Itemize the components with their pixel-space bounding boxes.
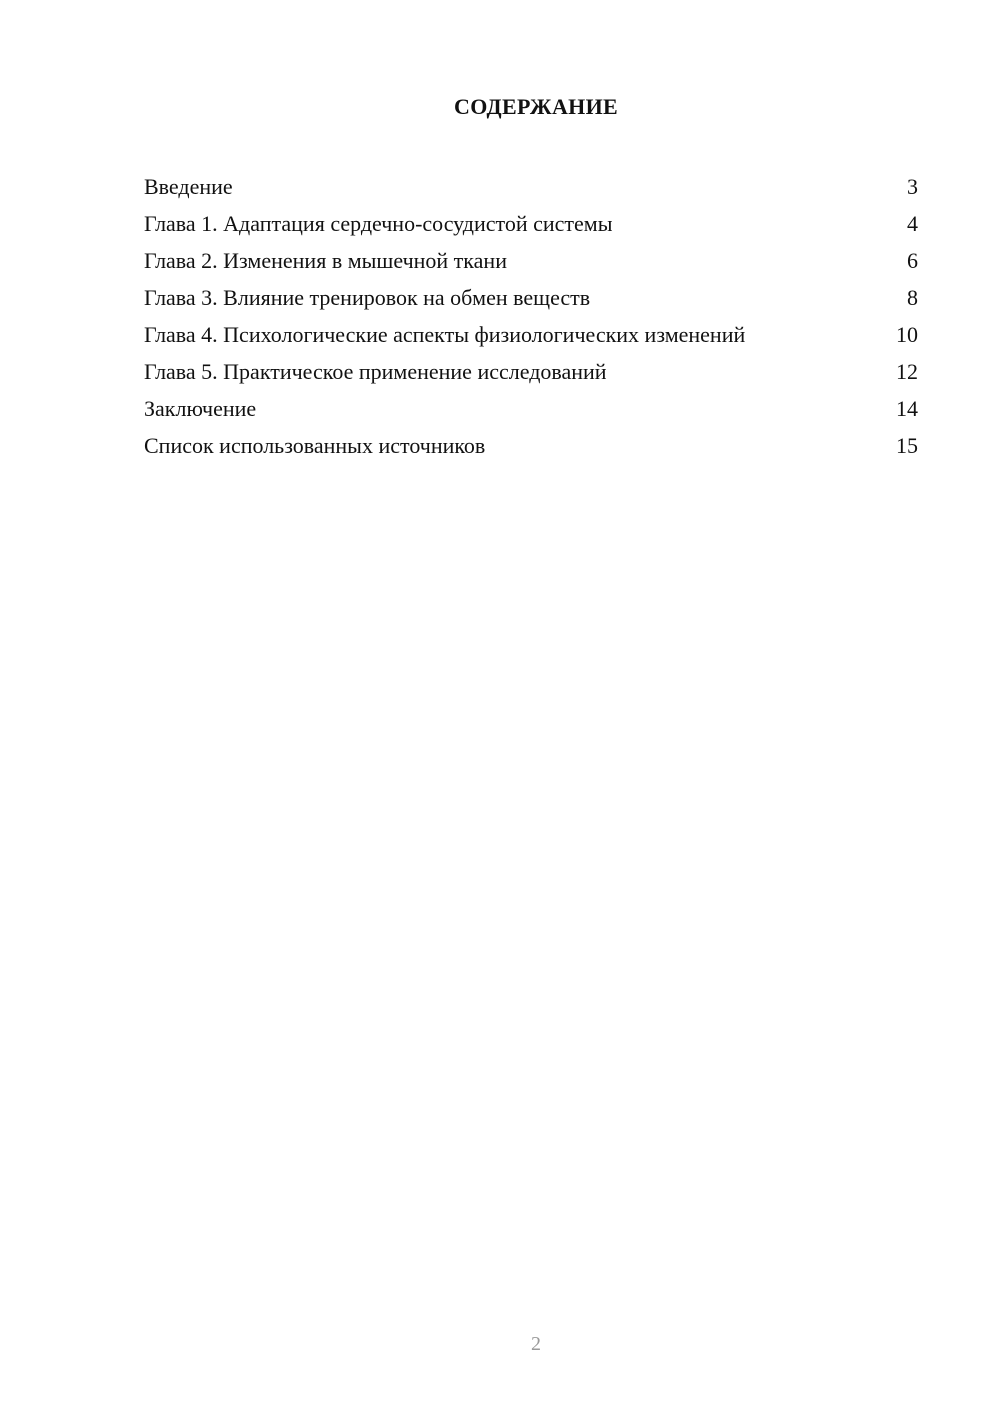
toc-entry-label: Введение xyxy=(144,174,233,199)
toc-entry-chapter-1 xyxy=(144,205,918,242)
toc-entry-label: Глава 3. Влияние тренировок на обмен веществ xyxy=(144,285,591,310)
toc-heading: СОДЕРЖАНИЕ xyxy=(454,94,618,119)
toc-entry-page: 14 xyxy=(896,396,918,421)
toc-entry-label: Заключение xyxy=(144,396,257,421)
toc-entry-chapter-4 xyxy=(144,316,918,353)
toc-entry-page: 12 xyxy=(896,359,918,384)
page-number: 2 xyxy=(531,1333,541,1355)
toc-entry-label: Глава 2. Изменения в мышечной ткани xyxy=(144,248,507,273)
toc-entry-page: 10 xyxy=(896,322,918,347)
toc-entry-chapter-5 xyxy=(144,353,918,390)
table-of-contents xyxy=(144,168,918,464)
toc-entry-label: Глава 1. Адаптация сердечно-сосудистой системы xyxy=(144,211,613,236)
toc-entry-conclusion xyxy=(144,390,918,427)
toc-entry-label: Глава 4. Психологические аспекты физиологических изменений xyxy=(144,322,746,347)
toc-entry-label: Глава 5. Практическое применение исследований xyxy=(144,359,607,384)
toc-entry-page: 6 xyxy=(907,248,918,273)
toc-entry-page: 8 xyxy=(907,285,918,310)
toc-entry-page: 3 xyxy=(907,174,918,199)
toc-entry-page: 15 xyxy=(896,433,918,458)
toc-entry-chapter-3 xyxy=(144,279,918,316)
toc-entry-page: 4 xyxy=(907,211,918,236)
toc-entry-label: Список использованных источников xyxy=(144,433,486,458)
toc-entry-references xyxy=(144,427,918,464)
toc-entry-introduction xyxy=(144,168,918,205)
toc-entry-chapter-2 xyxy=(144,242,918,279)
